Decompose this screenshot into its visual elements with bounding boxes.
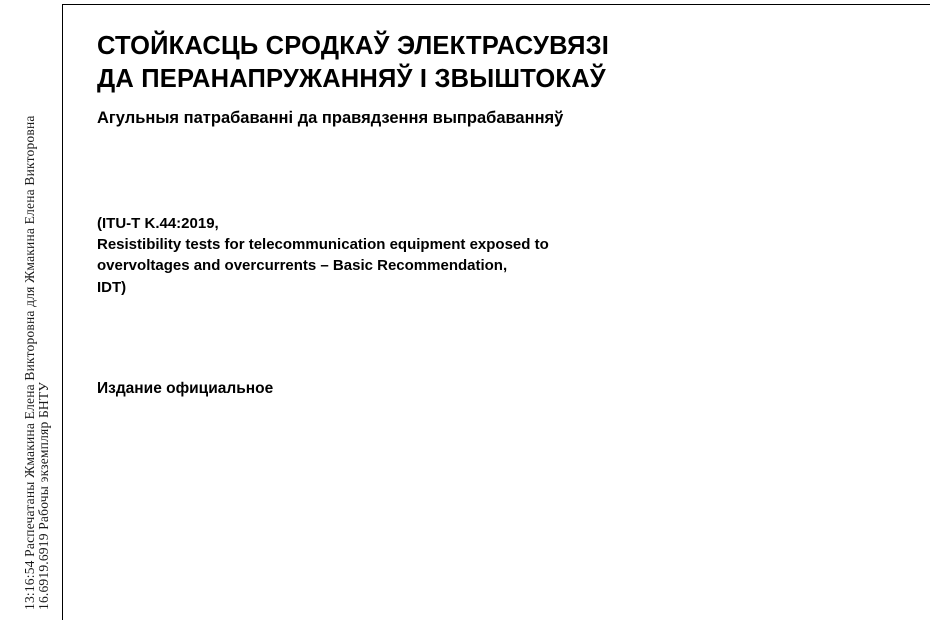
page-title: [97, 30, 887, 95]
page-title-line-1: СТОЙКАСЦЬ СРОДКАЎ ЭЛЕКТРАСУВЯЗІ: [97, 32, 610, 60]
standard-reference-line-4: IDT): [97, 278, 127, 296]
page-title-line-2: ДА ПЕРАНАПРУЖАННЯЎ І ЗВЫШТОКАЎ: [97, 64, 606, 93]
standard-reference-line-2: Resistibility tests for telecommunication equipment exposed to: [97, 235, 549, 253]
standard-reference-line-3: overvoltages and overcurrents – Basic Recommendation,: [97, 257, 508, 275]
page-border-top: [62, 4, 930, 5]
edition-label: Издание официальное: [97, 379, 274, 397]
standard-reference: [97, 213, 887, 298]
watermark-stamp: [0, 0, 90, 620]
document-content: [97, 30, 887, 398]
standard-reference-line-1: (ITU-T K.44:2019,: [97, 214, 219, 232]
stamp-line-bottom: 13:16:54 Распечатаны Жмакина Елена Викторовна для Жмакина Елена Викторовна: [22, 115, 37, 610]
stamp-line-top: 16.6919.6919 Рабочы экземпляр БНТУ: [36, 381, 51, 610]
page-subtitle: Агульныя патрабаванні да правядзення выпрабаванняў: [97, 109, 564, 128]
